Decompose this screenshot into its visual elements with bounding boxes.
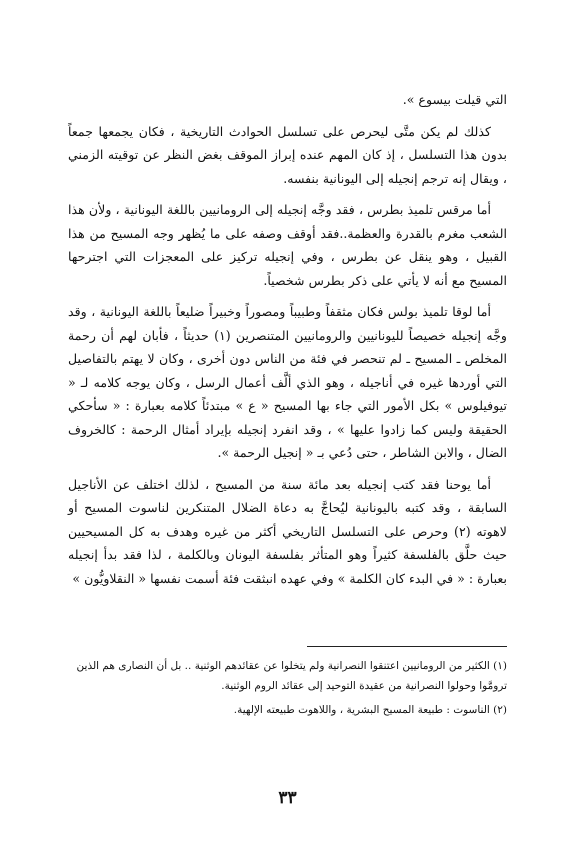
body-text bbox=[68, 88, 507, 598]
footnotes bbox=[68, 656, 507, 724]
paragraph-5: أما يوحنا فقد كتب إنجيله بعد مائة سنة من المسيح ، لذلك اختلف عن الأناجيل السابقة ، وقد كتبه باليونانية ليُحاجَّ به دعاة الضلال المتنكرين لناسوت المسيح أو لاهوته (٢) وحرص على التسلسل التاريخي أكثر من غيره وهدف به كل المسيحيين حيث حلَّق بالفلسفة كثيراً وهو المتأثر بفلسفة اليونان وبالكلمة ، لذا فقد بدأ إنجيله بعبارة : « في البدء كان الكلمة » وفي عهده انبثقت فئة أسمت نفسها « النقلاويُّون » bbox=[68, 476, 507, 586]
paragraph-2: كذلك لم يكن متَّى ليحرص على تسلسل الحوادث التاريخية ، فكان يجمعها جمعاً بدون هذا التسلسل ، إذ كان المهم عنده إبراز الموقف بغض النظر عن توقيته الزمني ، ويقال إنه ترجم إنجيله إلى اليونانية بنفسه. bbox=[68, 123, 507, 186]
page-number: ٣٣ bbox=[278, 788, 297, 808]
paragraph-4: أما لوقا تلميذ بولس فكان مثقفاً وطبيباً ومصوراً وخبيراً ضليعاً باللغة اليونانية ، وقد وجَّه إنجيله خصيصاً لليونانيين والرومانيين المتنصرين (١) حديثاً ، فأبان لهم أن رحمة المخلص ـ المسيح ـ لم تنحصر في فئة من الناس دون أخرى ، وكان لا يهتم بالتفاصيل التي أوردها غيره في أناجيله ، وهو الذي ألَّف أعمال الرسل ، وكان يوجه كلامه لـ « تيوفيلوس » بكل الأمور التي جاء بها المسيح « ع » مبتدئاً كلامه بعبارة : « سأحكي الحقيقة وليس كما زادوا عليها » ، وقد انفرد إنجيله بإيراد أمثال الرحمة : كالخروف الضال ، والابن الشاطر ، حتى دُعي بـ « إنجيل الرحمة ». bbox=[68, 304, 507, 460]
footnote-separator bbox=[307, 646, 507, 647]
paragraph-3: أما مرقس تلميذ بطرس ، فقد وجَّه إنجيله إلى الرومانيين باللغة اليونانية ، ولأن هذا الشعب مغرم بالقدرة والعظمة..فقد أوقف وصفه على ما يُظهر وجه المسيح من هذا القبيل ، وهو ينقل عن بطرس ، وفي إنجيله تركيز على المعجزات التي اجترحها المسيح مع أنه لا يأتي على ذكر بطرس شخصياً. bbox=[68, 202, 507, 288]
footnote-1: (١) الكثير من الرومانيين اعتنقوا النصرانية ولم يتخلوا عن عقائدهم الوثنية .. بل أن النصارى هم الذين ترومَّوا وحولوا النصرانية من عقيدة التوحيد إلى عقائد الروم الوثنية. bbox=[76, 660, 507, 692]
footnote-2: (٢) الناسوت : طبيعة المسيح البشرية ، واللاهوت طبيعته الإلهية. bbox=[233, 704, 507, 716]
paragraph-1: التي قيلت بيسوع ». bbox=[402, 92, 507, 107]
